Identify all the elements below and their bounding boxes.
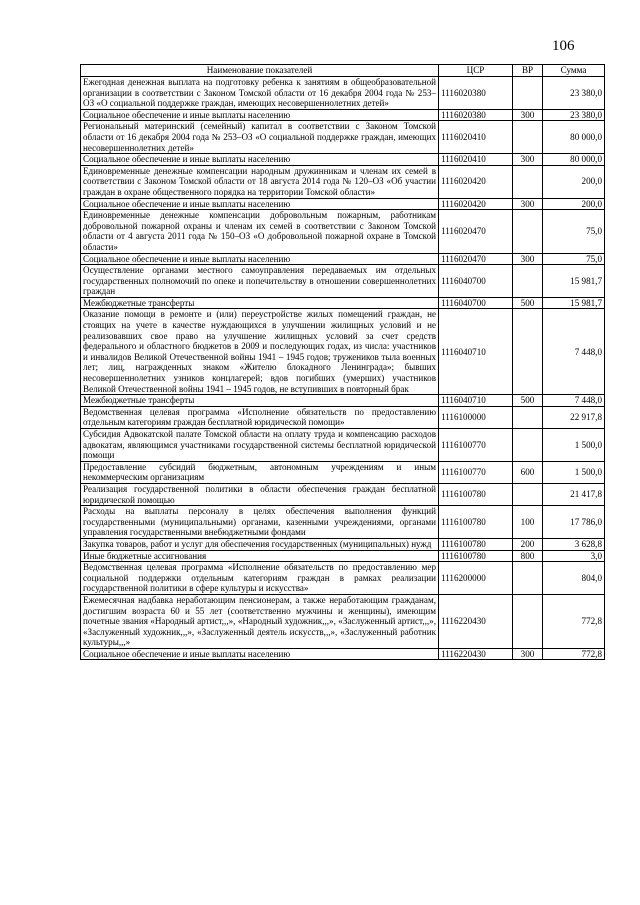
row-sum: 804,0: [543, 562, 605, 595]
row-sum: 15 981,7: [543, 265, 605, 298]
row-name: Единовременные денежные компенсации народным дружинникам и членам их семей в соответствии с Законом Томской области от 18 августа 2014 года № 120–ОЗ «Об участии граждан в охране общественного порядка на территории Томской области»: [81, 165, 439, 198]
table-row: [81, 77, 605, 110]
row-code: 1116100770: [439, 429, 513, 462]
row-code: 1116100000: [439, 406, 513, 428]
row-name: Социальное обеспечение и иные выплаты населению: [81, 109, 439, 121]
row-vr: 300: [513, 198, 543, 210]
table-row: [81, 265, 605, 298]
row-code: 1116020380: [439, 109, 513, 121]
row-code: 1116100780: [439, 550, 513, 562]
row-code: 1116100770: [439, 461, 513, 483]
table-row: [81, 429, 605, 462]
row-code: 1116100780: [439, 506, 513, 539]
table-row: [81, 109, 605, 121]
row-code: 1116020410: [439, 121, 513, 154]
table-row: [81, 309, 605, 395]
row-code: 1116020420: [439, 165, 513, 198]
row-code: 1116020380: [439, 77, 513, 110]
row-name: Региональный материнский (семейный) капитал в соответствии с Законом Томской области от 16 декабря 2004 года № 253–ОЗ «О социальной поддержке граждан, имеющих несовершеннолетних детей»: [81, 121, 439, 154]
table-row: [81, 165, 605, 198]
row-vr: 300: [513, 253, 543, 265]
row-name: Предоставление субсидий бюджетным, автономным учреждениям и иным некоммерческим организациям: [81, 461, 439, 483]
table-row: [81, 461, 605, 483]
row-sum: 7 448,0: [543, 395, 605, 407]
row-code: 1116020410: [439, 154, 513, 166]
row-name: Иные бюджетные ассигнования: [81, 550, 439, 562]
row-vr: 800: [513, 550, 543, 562]
table-row: [81, 594, 605, 648]
table-row: [81, 562, 605, 595]
row-name: Оказание помощи в ремонте и (или) переустройстве жилых помещений граждан, не стоящих на учете в качестве нуждающихся в улучшении жилищных условий и не реализовавших свое право на улучшение жилищных условий за счет средств федерального и областного бюджетов в 2009 и последующих годах, из числа: участников и инвалидов Великой Отечественной войны 1941 – 1945 годов; тружеников тыла военных лет; лиц, награжденных знаком «Жителю блокадного Ленинграда»; бывших несовершеннолетних узников концлагерей; вдов погибших (умерших) участников Великой Отечественной войны 1941 – 1945 годов, не вступивших в повторный брак: [81, 309, 439, 395]
row-vr: 300: [513, 109, 543, 121]
row-code: 1116020470: [439, 253, 513, 265]
row-name: Социальное обеспечение и иные выплаты населению: [81, 198, 439, 210]
row-name: Социальное обеспечение и иные выплаты населению: [81, 253, 439, 265]
table-header-row: [81, 65, 605, 77]
row-code: 1116100780: [439, 538, 513, 550]
row-vr: [513, 406, 543, 428]
row-sum: 80 000,0: [543, 154, 605, 166]
row-name: Ведомственная целевая программа «Исполнение обязательств по предоставлению мер социальной поддержки отдельным категориям граждан в рамках реализации государственной политики в сфере культуры и искусства»: [81, 562, 439, 595]
row-sum: 21 417,8: [543, 483, 605, 505]
budget-table: [80, 64, 605, 660]
page-number: 106: [552, 38, 575, 54]
row-sum: 200,0: [543, 165, 605, 198]
row-name: Ведомственная целевая программа «Исполнение обязательств по предоставлению отдельным категориям граждан бесплатной юридической помощи»: [81, 406, 439, 428]
row-vr: 200: [513, 538, 543, 550]
row-name: Ежегодная денежная выплата на подготовку ребенка к занятиям в общеобразовательной организации в соответствии с Законом Томской области от 16 декабря 2004 года № 253–ОЗ «О социальной поддержке граждан, имеющих несовершеннолетних детей»: [81, 77, 439, 110]
row-sum: 772,8: [543, 594, 605, 648]
row-sum: 3,0: [543, 550, 605, 562]
table-row: [81, 483, 605, 505]
row-name: Социальное обеспечение и иные выплаты населению: [81, 154, 439, 166]
row-name: Осуществление органами местного самоуправления передаваемых им отдельных государственных полномочий по опеке и попечительству в отношении совершеннолетних граждан: [81, 265, 439, 298]
row-code: 1116040700: [439, 265, 513, 298]
header-code: ЦСР: [439, 65, 513, 77]
row-sum: 772,8: [543, 648, 605, 660]
table-row: [81, 154, 605, 166]
row-code: 1116220430: [439, 594, 513, 648]
table-row: [81, 198, 605, 210]
table-row: [81, 550, 605, 562]
row-name: Расходы на выплаты персоналу в целях обеспечения выполнения функций государственными (муниципальными) органами, казенными учреждениями, органами управления государственными внебюджетными фондами: [81, 506, 439, 539]
table-row: [81, 395, 605, 407]
row-sum: 3 628,8: [543, 538, 605, 550]
row-vr: [513, 594, 543, 648]
row-vr: [513, 309, 543, 395]
row-sum: 15 981,7: [543, 297, 605, 309]
row-name: Субсидия Адвокатской палате Томской области на оплату труда и компенсацию расходов адвокатам, являющимся участниками государственной системы бесплатной юридической помощи: [81, 429, 439, 462]
row-vr: [513, 562, 543, 595]
table-row: [81, 506, 605, 539]
row-vr: [513, 265, 543, 298]
header-name: Наименование показателей: [81, 65, 439, 77]
row-name: Реализация государственной политики в области обеспечения граждан бесплатной юридической помощью: [81, 483, 439, 505]
header-vr: ВР: [513, 65, 543, 77]
row-code: 1116040710: [439, 395, 513, 407]
row-vr: 100: [513, 506, 543, 539]
row-vr: [513, 210, 543, 253]
table-row: [81, 648, 605, 660]
row-sum: 1 500,0: [543, 461, 605, 483]
row-code: 1116040710: [439, 309, 513, 395]
row-sum: 1 500,0: [543, 429, 605, 462]
row-name: Ежемесячная надбавка неработающим пенсионерам, а также неработающим гражданам, достигшим возраста 60 и 55 лет (соответственно мужчины и женщины), имеющим почетные звания «Народный артист,,,», «Народный художник,,,», «Заслуженный артист,,,», «Заслуженный художник,,,», «Заслуженный деятель искусств,,,», «Заслуженный работник культуры,,,»: [81, 594, 439, 648]
row-sum: 200,0: [543, 198, 605, 210]
row-code: 1116040700: [439, 297, 513, 309]
row-name: Межбюджетные трансферты: [81, 395, 439, 407]
row-vr: 300: [513, 648, 543, 660]
row-vr: [513, 77, 543, 110]
row-vr: 300: [513, 154, 543, 166]
row-vr: [513, 429, 543, 462]
row-sum: 75,0: [543, 253, 605, 265]
table-row: [81, 406, 605, 428]
row-name: Единовременные денежные компенсации добровольным пожарным, работникам добровольной пожарной охраны и членам их семей в соответствии с Законом Томской области от 4 августа 2011 года № 150–ОЗ «О добровольной пожарной охране в Томской области»: [81, 210, 439, 253]
table-row: [81, 210, 605, 253]
row-vr: [513, 165, 543, 198]
row-sum: 75,0: [543, 210, 605, 253]
row-sum: 22 917,8: [543, 406, 605, 428]
row-name: Социальное обеспечение и иные выплаты населению: [81, 648, 439, 660]
table-row: [81, 121, 605, 154]
header-sum: Сумма: [543, 65, 605, 77]
row-vr: [513, 483, 543, 505]
row-code: 1116220430: [439, 648, 513, 660]
table-row: [81, 253, 605, 265]
row-code: 1116020470: [439, 210, 513, 253]
row-vr: [513, 121, 543, 154]
row-code: 1116200000: [439, 562, 513, 595]
row-vr: 500: [513, 297, 543, 309]
row-name: Межбюджетные трансферты: [81, 297, 439, 309]
row-code: 1116100780: [439, 483, 513, 505]
table-row: [81, 297, 605, 309]
row-sum: 23 380,0: [543, 77, 605, 110]
row-sum: 7 448,0: [543, 309, 605, 395]
table-row: [81, 538, 605, 550]
row-name: Закупка товаров, работ и услуг для обеспечения государственных (муниципальных) нужд: [81, 538, 439, 550]
row-sum: 80 000,0: [543, 121, 605, 154]
row-sum: 23 380,0: [543, 109, 605, 121]
row-vr: 500: [513, 395, 543, 407]
row-code: 1116020420: [439, 198, 513, 210]
row-sum: 17 786,0: [543, 506, 605, 539]
row-vr: 600: [513, 461, 543, 483]
